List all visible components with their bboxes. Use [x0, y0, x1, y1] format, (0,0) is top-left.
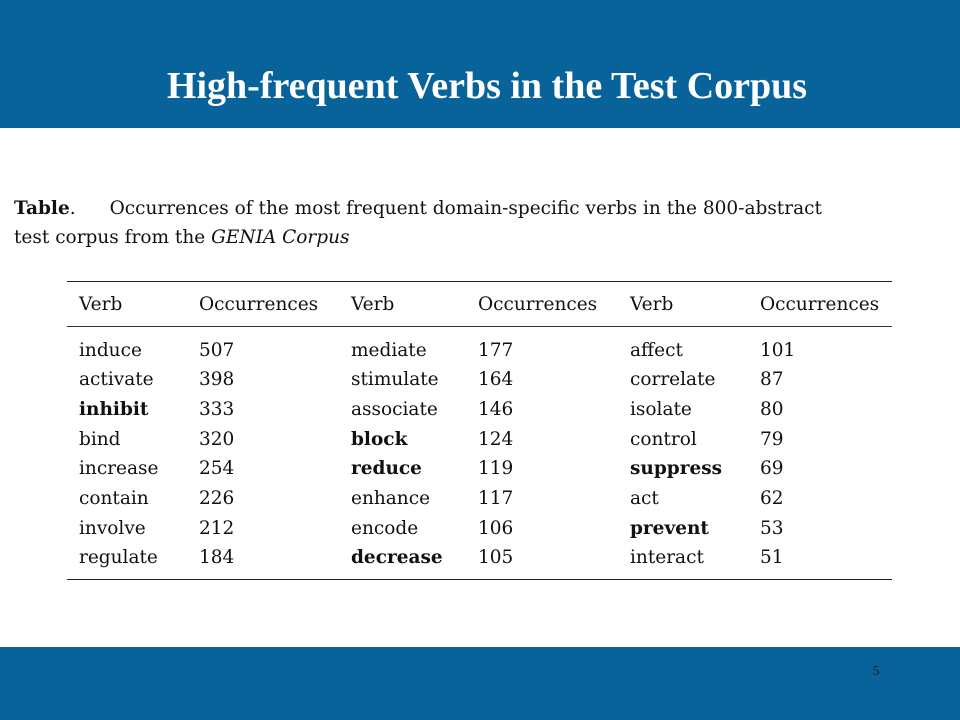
verb-cell: associate — [351, 399, 438, 421]
verb-cell: affect — [630, 339, 683, 361]
table-row — [67, 454, 892, 484]
occurrences-cell: 105 — [478, 547, 514, 569]
verb-cell: increase — [79, 458, 159, 480]
occurrences-cell: 62 — [760, 488, 784, 510]
verb-cell: inhibit — [79, 399, 149, 421]
occurrences-cell: 117 — [478, 488, 514, 510]
table-header-row — [67, 282, 892, 327]
verb-cell: enhance — [351, 488, 431, 510]
occurrences-cell: 101 — [760, 339, 796, 361]
occurrences-cell: 69 — [760, 458, 784, 480]
occurrences-cell: 124 — [478, 428, 514, 450]
caption-dot: . — [69, 198, 76, 219]
header-occurrences-2: Occurrences — [466, 282, 618, 327]
table-caption — [14, 194, 954, 252]
table-body — [67, 327, 892, 580]
caption-text-line2: test corpus from the — [14, 227, 212, 248]
header-occurrences-1: Occurrences — [187, 282, 339, 327]
caption-label: Table — [14, 198, 70, 219]
header-verb-3: Verb — [618, 282, 748, 327]
occurrences-cell: 80 — [760, 399, 784, 421]
occurrences-cell: 146 — [478, 399, 514, 421]
table-row — [67, 327, 892, 366]
header-verb-1: Verb — [67, 282, 187, 327]
verb-cell: bind — [79, 428, 121, 450]
verb-cell: mediate — [351, 339, 427, 361]
verb-cell: interact — [630, 547, 704, 569]
verb-cell: act — [630, 488, 659, 510]
verb-cell: regulate — [79, 547, 158, 569]
caption-text-line1: Occurrences of the most frequent domain-specific verbs in the 800-abstract — [109, 198, 822, 219]
footer-band — [0, 647, 960, 720]
verb-cell: activate — [79, 369, 154, 391]
occurrences-cell: 333 — [199, 399, 235, 421]
verb-cell: prevent — [630, 517, 709, 539]
occurrences-cell: 254 — [199, 458, 235, 480]
header-verb-2: Verb — [339, 282, 466, 327]
verb-cell: isolate — [630, 399, 692, 421]
table-row — [67, 543, 892, 579]
caption-line-2 — [14, 223, 954, 252]
occurrences-cell: 507 — [199, 339, 235, 361]
verb-cell: decrease — [351, 547, 443, 569]
table-row — [67, 424, 892, 454]
occurrences-cell: 87 — [760, 369, 784, 391]
header-occurrences-3: Occurrences — [748, 282, 892, 327]
verb-cell: stimulate — [351, 369, 439, 391]
verb-cell: contain — [79, 488, 149, 510]
occurrences-cell: 184 — [199, 547, 235, 569]
caption-corpus-name: GENIA Corpus — [211, 227, 350, 248]
table-row — [67, 365, 892, 395]
caption-line-1 — [14, 194, 954, 223]
verb-cell: correlate — [630, 369, 716, 391]
occurrences-cell: 177 — [478, 339, 514, 361]
occurrences-cell: 398 — [199, 369, 235, 391]
verb-cell: suppress — [630, 458, 723, 480]
occurrences-cell: 53 — [760, 517, 784, 539]
occurrences-cell: 320 — [199, 428, 235, 450]
table-row — [67, 395, 892, 425]
verb-cell: block — [351, 428, 408, 450]
occurrences-cell: 106 — [478, 517, 514, 539]
verb-cell: encode — [351, 517, 419, 539]
occurrences-cell: 212 — [199, 517, 235, 539]
verb-table-container — [67, 281, 892, 580]
verb-cell: reduce — [351, 458, 422, 480]
occurrences-cell: 79 — [760, 428, 784, 450]
verb-cell: involve — [79, 517, 146, 539]
verb-cell: control — [630, 428, 697, 450]
verb-cell: induce — [79, 339, 142, 361]
slide-title: High-frequent Verbs in the Test Corpus — [166, 65, 808, 107]
occurrences-cell: 119 — [478, 458, 514, 480]
occurrences-cell: 51 — [760, 547, 784, 569]
table-row — [67, 513, 892, 543]
table-row — [67, 484, 892, 514]
occurrences-cell: 226 — [199, 488, 235, 510]
verb-frequency-table — [67, 281, 892, 580]
page-number: 5 — [872, 664, 880, 679]
occurrences-cell: 164 — [478, 369, 514, 391]
